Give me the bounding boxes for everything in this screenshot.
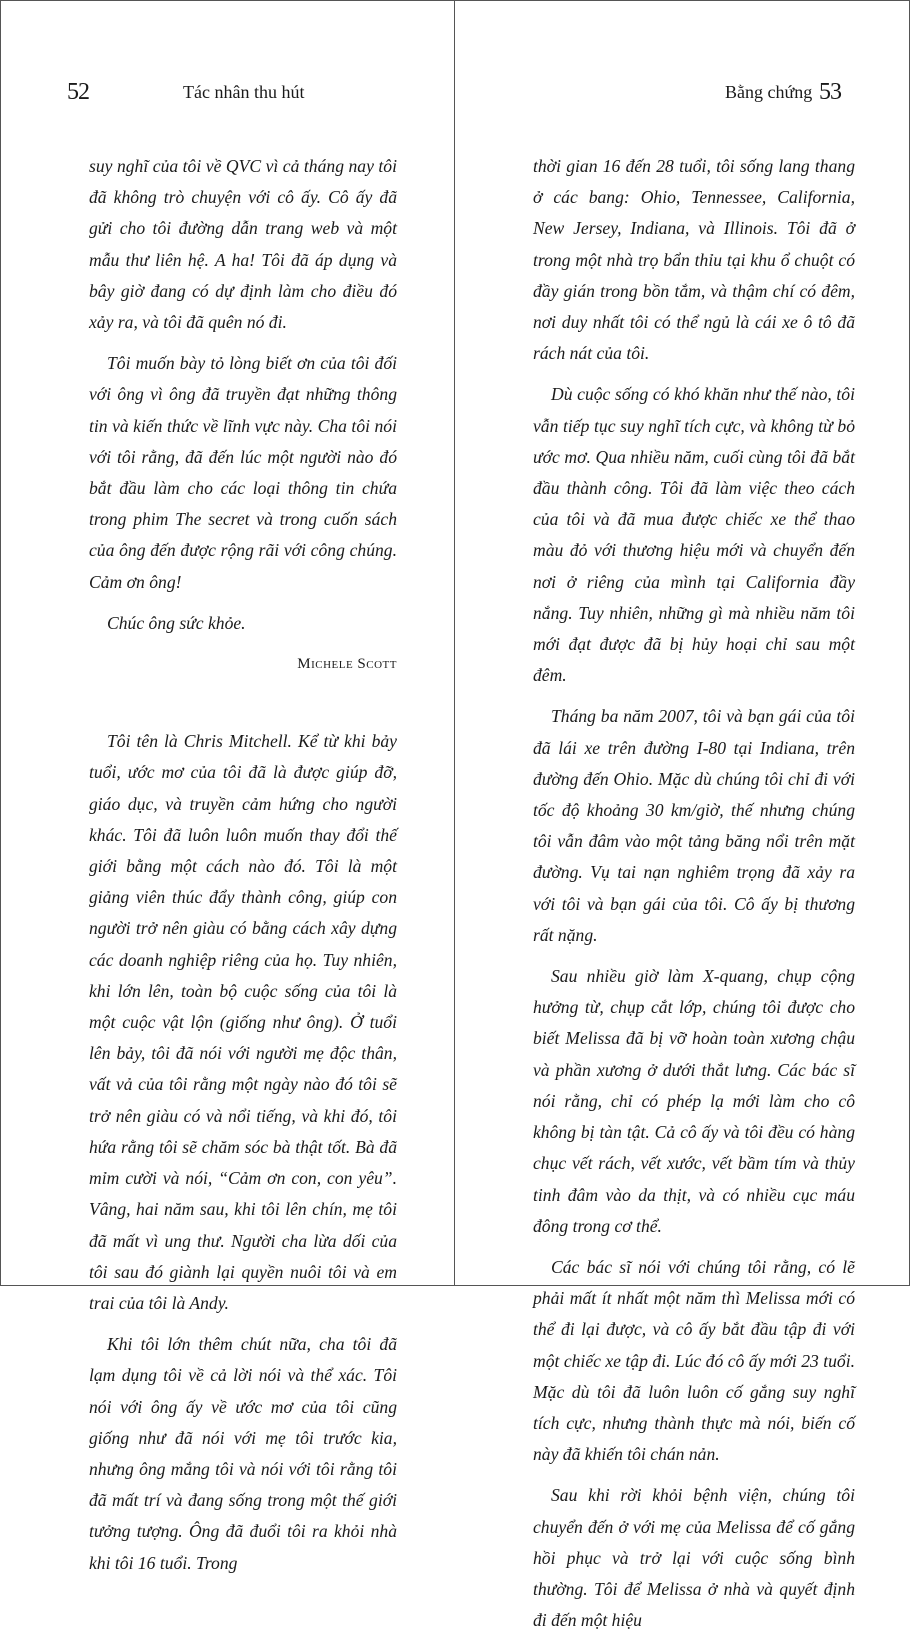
left-page-body (89, 151, 397, 1589)
right-running-title: Bằng chứng (725, 81, 813, 102)
paragraph: Chúc ông sức khỏe. (107, 612, 246, 633)
paragraph: Dù cuộc sống có khó khăn như thế nào, tôi vẫn tiếp tục suy nghĩ tích cực, và không từ bỏ ước mơ. Qua nhiều năm, cuối cùng tôi đã bắt đầu thành công. Tôi đã làm việc theo cách của tôi và đã mua được chiếc xe thể thao màu đỏ với thương hiệu mới và chuyển đến nơi ở riêng của mình tại California đầy nắng. Tuy nhiên, những gì mà nhiều năm tôi mới đạt được đã bị hủy hoại chỉ sau một đêm. (533, 384, 855, 686)
left-page (1, 1, 455, 1573)
right-page (455, 1, 909, 1631)
right-page-body (533, 151, 855, 1646)
left-running-title: Tác nhân thu hút (183, 81, 305, 102)
paragraph: suy nghĩ của tôi về QVC vì cả tháng nay tôi đã không trò chuyện với cô ấy. Cô ấy đã gửi cho tôi đường dẫn trang web và một mẫu thư liên hệ. A ha! Tôi đã áp dụng và bây giờ đang có dự định làm cho điều đó xảy ra, và tôi đã quên nó đi. (89, 156, 397, 333)
left-page-number: 52 (67, 78, 89, 105)
right-page-header (535, 77, 841, 107)
right-page-number: 53 (819, 78, 841, 105)
paragraph: Tôi tên là Chris Mitchell. Kể từ khi bảy tuổi, ước mơ của tôi đã là được giúp đỡ, giáo dục, và truyền cảm hứng cho người khác. Tôi đã luôn luôn muốn thay đổi thế giới bằng một cách nào đó. Tôi là một giảng viên thúc đẩy thành công, giúp con người trở nên giàu có bằng cách xây dựng các doanh nghiệp riêng của họ. Tuy nhiên, khi lớn lên, toàn bộ cuộc sống của tôi là một cuộc vật lộn (giống như ông). Ở tuổi lên bảy, tôi đã nói với người mẹ độc thân, vất vả của tôi rằng một ngày nào đó tôi sẽ trở nên giàu có và nổi tiếng, và khi đó, tôi hứa rằng tôi sẽ chăm sóc bà thật tốt. Bà đã mỉm cười và nói, “Cảm ơn con, con yêu”. Vâng, hai năm sau, khi tôi lên chín, mẹ tôi đã mất vì ung thư. Người cha lừa dối của tôi sau đó giành lại quyền nuôi tôi và em trai của tôi là Andy. (89, 731, 397, 1313)
left-page-header (67, 77, 396, 107)
signature: Michele Scott (297, 656, 397, 673)
paragraph: Các bác sĩ nói với chúng tôi rằng, có lẽ phải mất ít nhất một năm thì Melissa mới có thể đi lại được, và cô ấy bắt đầu tập đi với một chiếc xe tập đi. Lúc đó cô ấy mới 23 tuổi. Mặc dù tôi đã luôn luôn cố gắng suy nghĩ tích cực, nhưng thành thực mà nói, biến cố này đã khiến tôi chán nản. (533, 1256, 855, 1465)
paragraph: Tháng ba năm 2007, tôi và bạn gái của tôi đã lái xe trên đường I-80 tại Indiana, trên đường đến Ohio. Mặc dù chúng tôi chỉ đi với tốc độ khoảng 30 km/giờ, thế nhưng chúng tôi vẫn đâm vào một tảng băng nổi trên mặt đường. Vụ tai nạn nghiêm trọng đã xảy ra với tôi và bạn gái của tôi. Cô ấy bị thương rất nặng. (533, 706, 855, 945)
paragraph: Sau nhiều giờ làm X-quang, chụp cộng hưởng từ, chụp cắt lớp, chúng tôi được cho biết Melissa đã bị vỡ hoàn toàn xương chậu và phần xương ở dưới thắt lưng. Các bác sĩ nói rằng, chỉ có phép lạ mới làm cho cô không bị tàn tật. Cả cô ấy và tôi đều có hàng chục vết rách, vết xước, vết bầm tím và thủy tinh đâm vào da thịt, và có nhiều cục máu đông trong cơ thể. (533, 966, 855, 1236)
paragraph: Khi tôi lớn thêm chút nữa, cha tôi đã lạm dụng tôi về cả lời nói và thể xác. Tôi nói với ông ấy về ước mơ của tôi cũng giống như đã nói với mẹ tôi trước kia, nhưng ông mắng tôi và nói với tôi rằng tôi đã mất trí và đang sống trong một thế giới tưởng tượng. Ông đã đuổi tôi ra khỏi nhà khi tôi 16 tuổi. Trong (89, 1334, 397, 1573)
paragraph: thời gian 16 đến 28 tuổi, tôi sống lang thang ở các bang: Ohio, Tennessee, California, New Jersey, Indiana, và Illinois. Tôi đã ở trong một nhà trọ bẩn thỉu tại khu ổ chuột có đầy gián trong bồn tắm, và thậm chí có đêm, nơi duy nhất tôi có thể ngủ là cái xe ô tô đã rách nát của tôi. (533, 156, 855, 364)
paragraph: Tôi muốn bày tỏ lòng biết ơn của tôi đối với ông vì ông đã truyền đạt những thông tin và kiến thức về lĩnh vực này. Cha tôi nói với tôi rằng, đã đến lúc một người nào đó bắt đầu làm cho các loại thông tin chứa trong phim The secret và trong cuốn sách của ông đến được rộng rãi với công chúng. Cảm ơn ông! (89, 353, 397, 592)
paragraph: Sau khi rời khỏi bệnh viện, chúng tôi chuyển đến ở với mẹ của Melissa để cố gắng hồi phục và trở lại với cuộc sống bình thường. Tôi để Melissa ở nhà và quyết định đi đến một hiệu (533, 1485, 855, 1631)
